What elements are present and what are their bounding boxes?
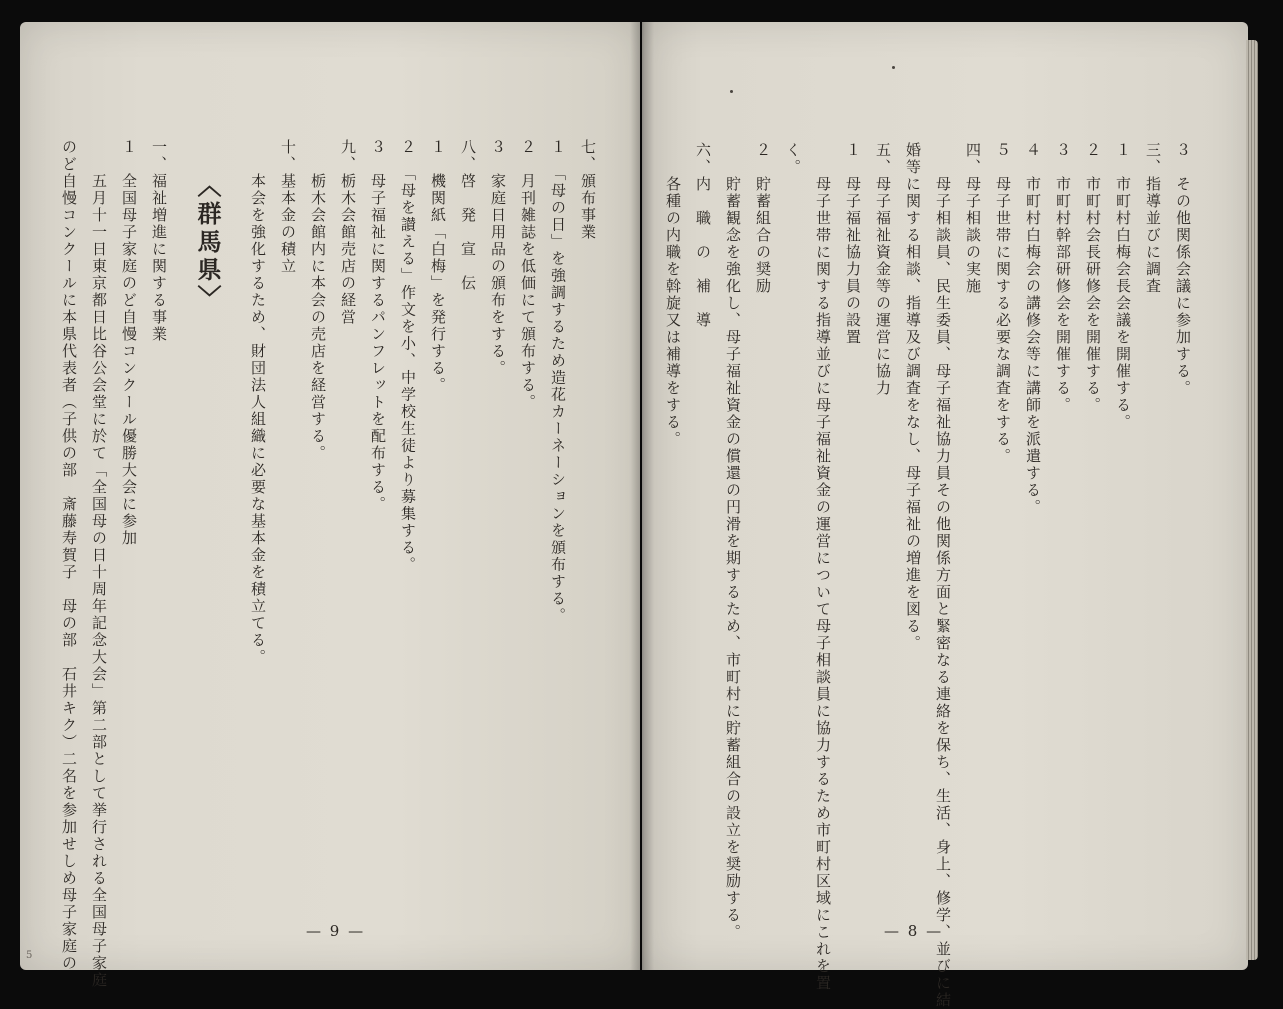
text-column: 四、母子相談の実施 bbox=[964, 142, 982, 295]
text-column: 婚等に関する相談、指導及び調査をなし、母子福祉の増進を図る。 bbox=[904, 142, 922, 652]
text-column: 三、指導並びに調査 bbox=[1144, 142, 1162, 295]
ink-speck bbox=[892, 66, 895, 69]
prefecture-heading: 〈群馬県〉 bbox=[193, 173, 221, 313]
text-column: 十、基本金の積立 bbox=[279, 139, 297, 275]
text-column: く。 bbox=[784, 142, 802, 176]
right-page bbox=[642, 22, 1248, 1009]
text-column: 貯蓄観念を強化し、母子福祉資金の償還の円滑を期するため、市町村に貯蓄組合の設立を奨励する。 bbox=[724, 142, 742, 941]
text-column: 八、啓 発 宣 伝 bbox=[459, 139, 477, 292]
text-column: ４ 市町村白梅会の講修会等に講師を派遣する。 bbox=[1024, 142, 1042, 516]
ink-speck bbox=[730, 90, 733, 93]
text-column: １ 全国母子家庭のど自慢コンクール優勝大会に参加 bbox=[120, 139, 138, 547]
text-column: 六、内 職 の 補 導 bbox=[694, 142, 712, 329]
page-edges bbox=[1246, 40, 1258, 960]
left-page bbox=[20, 22, 640, 989]
page-number: — 8 — bbox=[884, 922, 944, 940]
text-column: 各種の内職を斡旋又は補導をする。 bbox=[664, 142, 682, 448]
book-gutter bbox=[630, 22, 654, 970]
text-column: １ 母子福祉協力員の設置 bbox=[844, 142, 862, 346]
text-column: 七、頒布事業 bbox=[579, 139, 597, 241]
corner-mark: 5 bbox=[26, 950, 33, 961]
text-column: １ 「母の日」を強調するため造花カーネーションを頒布する。 bbox=[549, 139, 567, 625]
text-column: のど自慢コンクールに本県代表者（子供の部 斎藤寿賀子 母の部 石井キク）二名を参加せしめ母子家庭の bbox=[60, 139, 78, 972]
text-column: 母子世帯に関する指導並びに母子福祉資金の運営について母子相談員に協力するため市町村区域にこれを置 bbox=[814, 142, 832, 992]
text-column: 本会を強化するため、財団法人組織に必要な基本金を積立てる。 bbox=[249, 139, 267, 666]
text-column: 五月十一日東京都日比谷公会堂に於て「全国母の日十周年記念大会」第二部として挙行される全国母子家庭 bbox=[90, 139, 108, 989]
text-column: １ 機関紙「白梅」を発行する。 bbox=[429, 139, 447, 394]
text-column: ５ 母子世帯に関する必要な調査をする。 bbox=[994, 142, 1012, 465]
text-column: 母子相談員、民生委員、母子福祉協力員その他関係方面と緊密なる連絡を保ち、生活、身上、修学、並びに結 bbox=[934, 142, 952, 1009]
text-column: 九、栃木会館売店の経営 bbox=[339, 139, 357, 326]
page-number: — 9 — bbox=[306, 922, 366, 940]
text-column: ３ 家庭日用品の頒布をする。 bbox=[489, 139, 507, 377]
text-column: ３ 市町村幹部研修会を開催する。 bbox=[1054, 142, 1072, 414]
text-column: ２ 貯蓄組合の奨励 bbox=[754, 142, 772, 295]
text-column: ３ 母子福祉に関するパンフレットを配布する。 bbox=[369, 139, 387, 513]
text-column: ２ 月刊雑誌を低価にて頒布する。 bbox=[519, 139, 537, 411]
text-column: １ 市町村白梅会長会議を開催する。 bbox=[1114, 142, 1132, 431]
text-column: ３ その他関係会議に参加する。 bbox=[1174, 142, 1192, 397]
text-column: 一、福祉増進に関する事業 bbox=[150, 139, 168, 343]
text-column: 五、母子福祉資金等の運営に協力 bbox=[874, 142, 892, 397]
text-column: ２ 市町村会長研修会を開催する。 bbox=[1084, 142, 1102, 414]
text-column: ２ 「母を讃える」作文を小、中学校生徒より募集する。 bbox=[399, 139, 417, 574]
text-column: 栃木会館内に本会の売店を経営する。 bbox=[309, 139, 327, 462]
